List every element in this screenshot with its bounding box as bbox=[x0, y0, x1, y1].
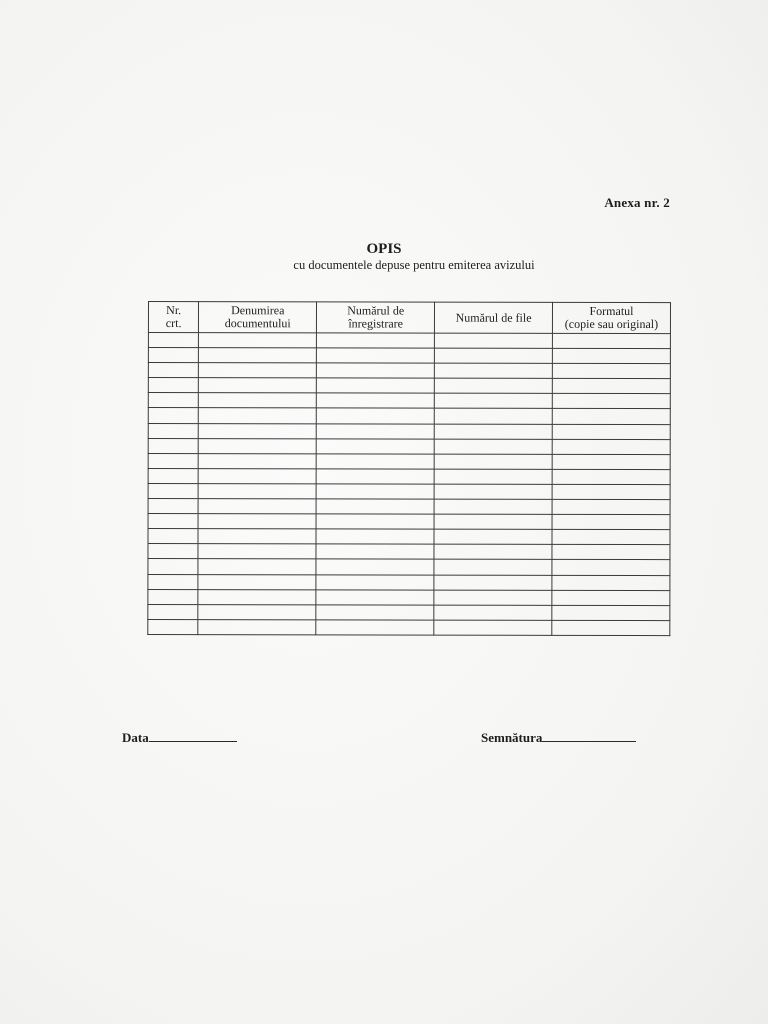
table-cell[interactable] bbox=[552, 575, 670, 590]
table-cell[interactable] bbox=[148, 544, 198, 559]
table-cell[interactable] bbox=[148, 514, 198, 529]
table-cell[interactable] bbox=[198, 559, 316, 574]
table-cell[interactable] bbox=[148, 438, 198, 453]
table-cell[interactable] bbox=[199, 408, 317, 423]
table-cell[interactable] bbox=[316, 589, 434, 604]
table-cell[interactable] bbox=[316, 439, 434, 454]
column-header-line: înregistrare bbox=[348, 316, 403, 331]
table-cell[interactable] bbox=[434, 424, 552, 439]
table-cell[interactable] bbox=[552, 364, 670, 379]
opis-table bbox=[147, 301, 671, 636]
table-cell[interactable] bbox=[199, 348, 317, 363]
table-cell[interactable] bbox=[434, 439, 552, 454]
table-cell[interactable] bbox=[316, 574, 434, 589]
table-cell[interactable] bbox=[316, 529, 434, 544]
table-cell[interactable] bbox=[552, 545, 670, 560]
table-row bbox=[148, 499, 670, 515]
table-row bbox=[148, 453, 670, 469]
table-row bbox=[148, 333, 670, 349]
table-cell[interactable] bbox=[316, 514, 434, 529]
table-cell[interactable] bbox=[199, 363, 317, 378]
column-header-nr-crt bbox=[148, 302, 198, 333]
table-row bbox=[148, 574, 670, 590]
column-header-line: (copie sau original) bbox=[564, 316, 659, 332]
column-header-line: Numărul de bbox=[347, 303, 405, 318]
table-cell[interactable] bbox=[198, 468, 316, 483]
signature-blank-line[interactable] bbox=[542, 729, 636, 742]
table-cell[interactable] bbox=[434, 454, 552, 469]
table-cell[interactable] bbox=[434, 469, 552, 484]
column-header-line: crt. bbox=[165, 316, 182, 331]
table-cell[interactable] bbox=[148, 529, 198, 544]
table-cell[interactable] bbox=[552, 424, 670, 439]
table-cell[interactable] bbox=[552, 394, 670, 409]
table-cell[interactable] bbox=[552, 514, 670, 529]
table-cell[interactable] bbox=[316, 484, 434, 499]
table-cell[interactable] bbox=[148, 453, 198, 468]
table-cell[interactable] bbox=[199, 378, 317, 393]
table-row bbox=[148, 483, 670, 499]
table-row bbox=[148, 559, 670, 575]
table-cell[interactable] bbox=[316, 605, 434, 620]
document-subtitle bbox=[0, 258, 768, 273]
table-cell[interactable] bbox=[198, 514, 316, 529]
table-cell[interactable] bbox=[199, 333, 317, 348]
table-cell[interactable] bbox=[198, 619, 316, 634]
column-header-numarul-file bbox=[435, 302, 553, 333]
table-cell[interactable] bbox=[148, 348, 198, 363]
table-cell[interactable] bbox=[552, 409, 670, 424]
table-cell[interactable] bbox=[434, 363, 552, 378]
table-cell[interactable] bbox=[148, 423, 198, 438]
table-row bbox=[148, 529, 670, 545]
table-cell[interactable] bbox=[434, 378, 552, 393]
column-header-denumirea bbox=[199, 302, 317, 333]
column-header-line: documentului bbox=[224, 316, 291, 331]
table-cell[interactable] bbox=[148, 378, 198, 393]
table-cell[interactable] bbox=[316, 499, 434, 514]
table-cell[interactable] bbox=[199, 438, 317, 453]
table-cell[interactable] bbox=[552, 590, 670, 605]
table-cell[interactable] bbox=[148, 589, 198, 604]
table-cell[interactable] bbox=[552, 348, 670, 363]
table-row bbox=[148, 393, 670, 409]
table-cell[interactable] bbox=[317, 378, 435, 393]
column-header-line: Numărul de file bbox=[455, 310, 532, 325]
table-row bbox=[148, 604, 670, 620]
table-cell[interactable] bbox=[434, 409, 552, 424]
table-cell[interactable] bbox=[198, 529, 316, 544]
table-cell[interactable] bbox=[552, 379, 670, 394]
table-cell[interactable] bbox=[148, 333, 198, 348]
table-cell[interactable] bbox=[552, 484, 670, 499]
table-cell[interactable] bbox=[148, 363, 198, 378]
table-cell[interactable] bbox=[148, 408, 198, 423]
table-cell[interactable] bbox=[316, 423, 434, 438]
column-header-line: Nr. bbox=[166, 303, 182, 318]
column-header-numarul-inregistrare bbox=[317, 302, 435, 333]
table-cell[interactable] bbox=[198, 589, 316, 604]
table-cell[interactable] bbox=[148, 499, 198, 514]
table-row bbox=[148, 348, 670, 364]
table-row bbox=[148, 468, 670, 484]
signature-field bbox=[481, 729, 636, 746]
table-row bbox=[148, 363, 670, 379]
table-row bbox=[148, 438, 670, 454]
table-cell[interactable] bbox=[316, 454, 434, 469]
table-body bbox=[148, 333, 671, 636]
document-subtitle-text: cu documentele depuse pentru emiterea avizului bbox=[293, 258, 535, 272]
table-cell[interactable] bbox=[434, 529, 552, 544]
table-cell[interactable] bbox=[434, 544, 552, 559]
table-cell[interactable] bbox=[317, 363, 435, 378]
table-cell[interactable] bbox=[434, 484, 552, 499]
table-row bbox=[148, 408, 670, 424]
table-cell[interactable] bbox=[148, 483, 198, 498]
table-cell[interactable] bbox=[317, 393, 435, 408]
table-cell[interactable] bbox=[148, 574, 198, 589]
table-cell[interactable] bbox=[148, 468, 198, 483]
table-cell[interactable] bbox=[199, 423, 317, 438]
table-cell[interactable] bbox=[552, 560, 670, 575]
table-cell[interactable] bbox=[317, 408, 435, 423]
table-cell[interactable] bbox=[148, 559, 198, 574]
table-cell[interactable] bbox=[434, 590, 552, 605]
signature-label: Semnătura bbox=[481, 730, 543, 745]
table-cell[interactable] bbox=[148, 619, 198, 634]
table-row bbox=[148, 514, 670, 530]
table-cell[interactable] bbox=[317, 333, 435, 348]
date-field bbox=[122, 729, 237, 746]
table-cell[interactable] bbox=[198, 484, 316, 499]
table-cell[interactable] bbox=[552, 605, 670, 620]
table-cell[interactable] bbox=[316, 544, 434, 559]
table-cell[interactable] bbox=[199, 453, 317, 468]
table-cell[interactable] bbox=[198, 574, 316, 589]
table-cell[interactable] bbox=[198, 544, 316, 559]
annex-label: Anexa nr. 2 bbox=[604, 195, 670, 210]
table-cell[interactable] bbox=[435, 333, 553, 348]
table-cell[interactable] bbox=[552, 620, 670, 635]
table-row bbox=[148, 378, 670, 394]
table-row bbox=[148, 589, 670, 605]
table-cell[interactable] bbox=[552, 454, 670, 469]
table-header-row bbox=[148, 302, 670, 334]
table-cell[interactable] bbox=[552, 439, 670, 454]
column-header-line: Denumirea bbox=[231, 303, 285, 318]
table-cell[interactable] bbox=[552, 469, 670, 484]
column-header-line: Formatul bbox=[589, 303, 634, 319]
table-cell[interactable] bbox=[434, 620, 552, 635]
table-cell[interactable] bbox=[316, 469, 434, 484]
column-header-formatul bbox=[552, 302, 670, 333]
table-cell[interactable] bbox=[552, 333, 670, 348]
table-cell[interactable] bbox=[435, 348, 553, 363]
table-cell[interactable] bbox=[316, 620, 434, 635]
table-cell[interactable] bbox=[317, 348, 435, 363]
table-cell[interactable] bbox=[434, 605, 552, 620]
table-cell[interactable] bbox=[434, 393, 552, 408]
table-cell[interactable] bbox=[552, 530, 670, 545]
table-row bbox=[148, 423, 670, 439]
date-blank-line[interactable] bbox=[149, 729, 237, 742]
table-row bbox=[148, 619, 670, 635]
table-cell[interactable] bbox=[198, 604, 316, 619]
table-cell[interactable] bbox=[552, 499, 670, 514]
table-cell[interactable] bbox=[148, 393, 198, 408]
table-row bbox=[148, 544, 670, 560]
document-title: OPIS bbox=[366, 241, 402, 257]
date-label: Data bbox=[122, 730, 149, 745]
table-cell[interactable] bbox=[434, 560, 552, 575]
table-cell[interactable] bbox=[316, 559, 434, 574]
table-cell[interactable] bbox=[434, 499, 552, 514]
table-cell[interactable] bbox=[198, 499, 316, 514]
table-cell[interactable] bbox=[434, 575, 552, 590]
table-cell[interactable] bbox=[199, 393, 317, 408]
table-cell[interactable] bbox=[434, 514, 552, 529]
table-cell[interactable] bbox=[148, 604, 198, 619]
